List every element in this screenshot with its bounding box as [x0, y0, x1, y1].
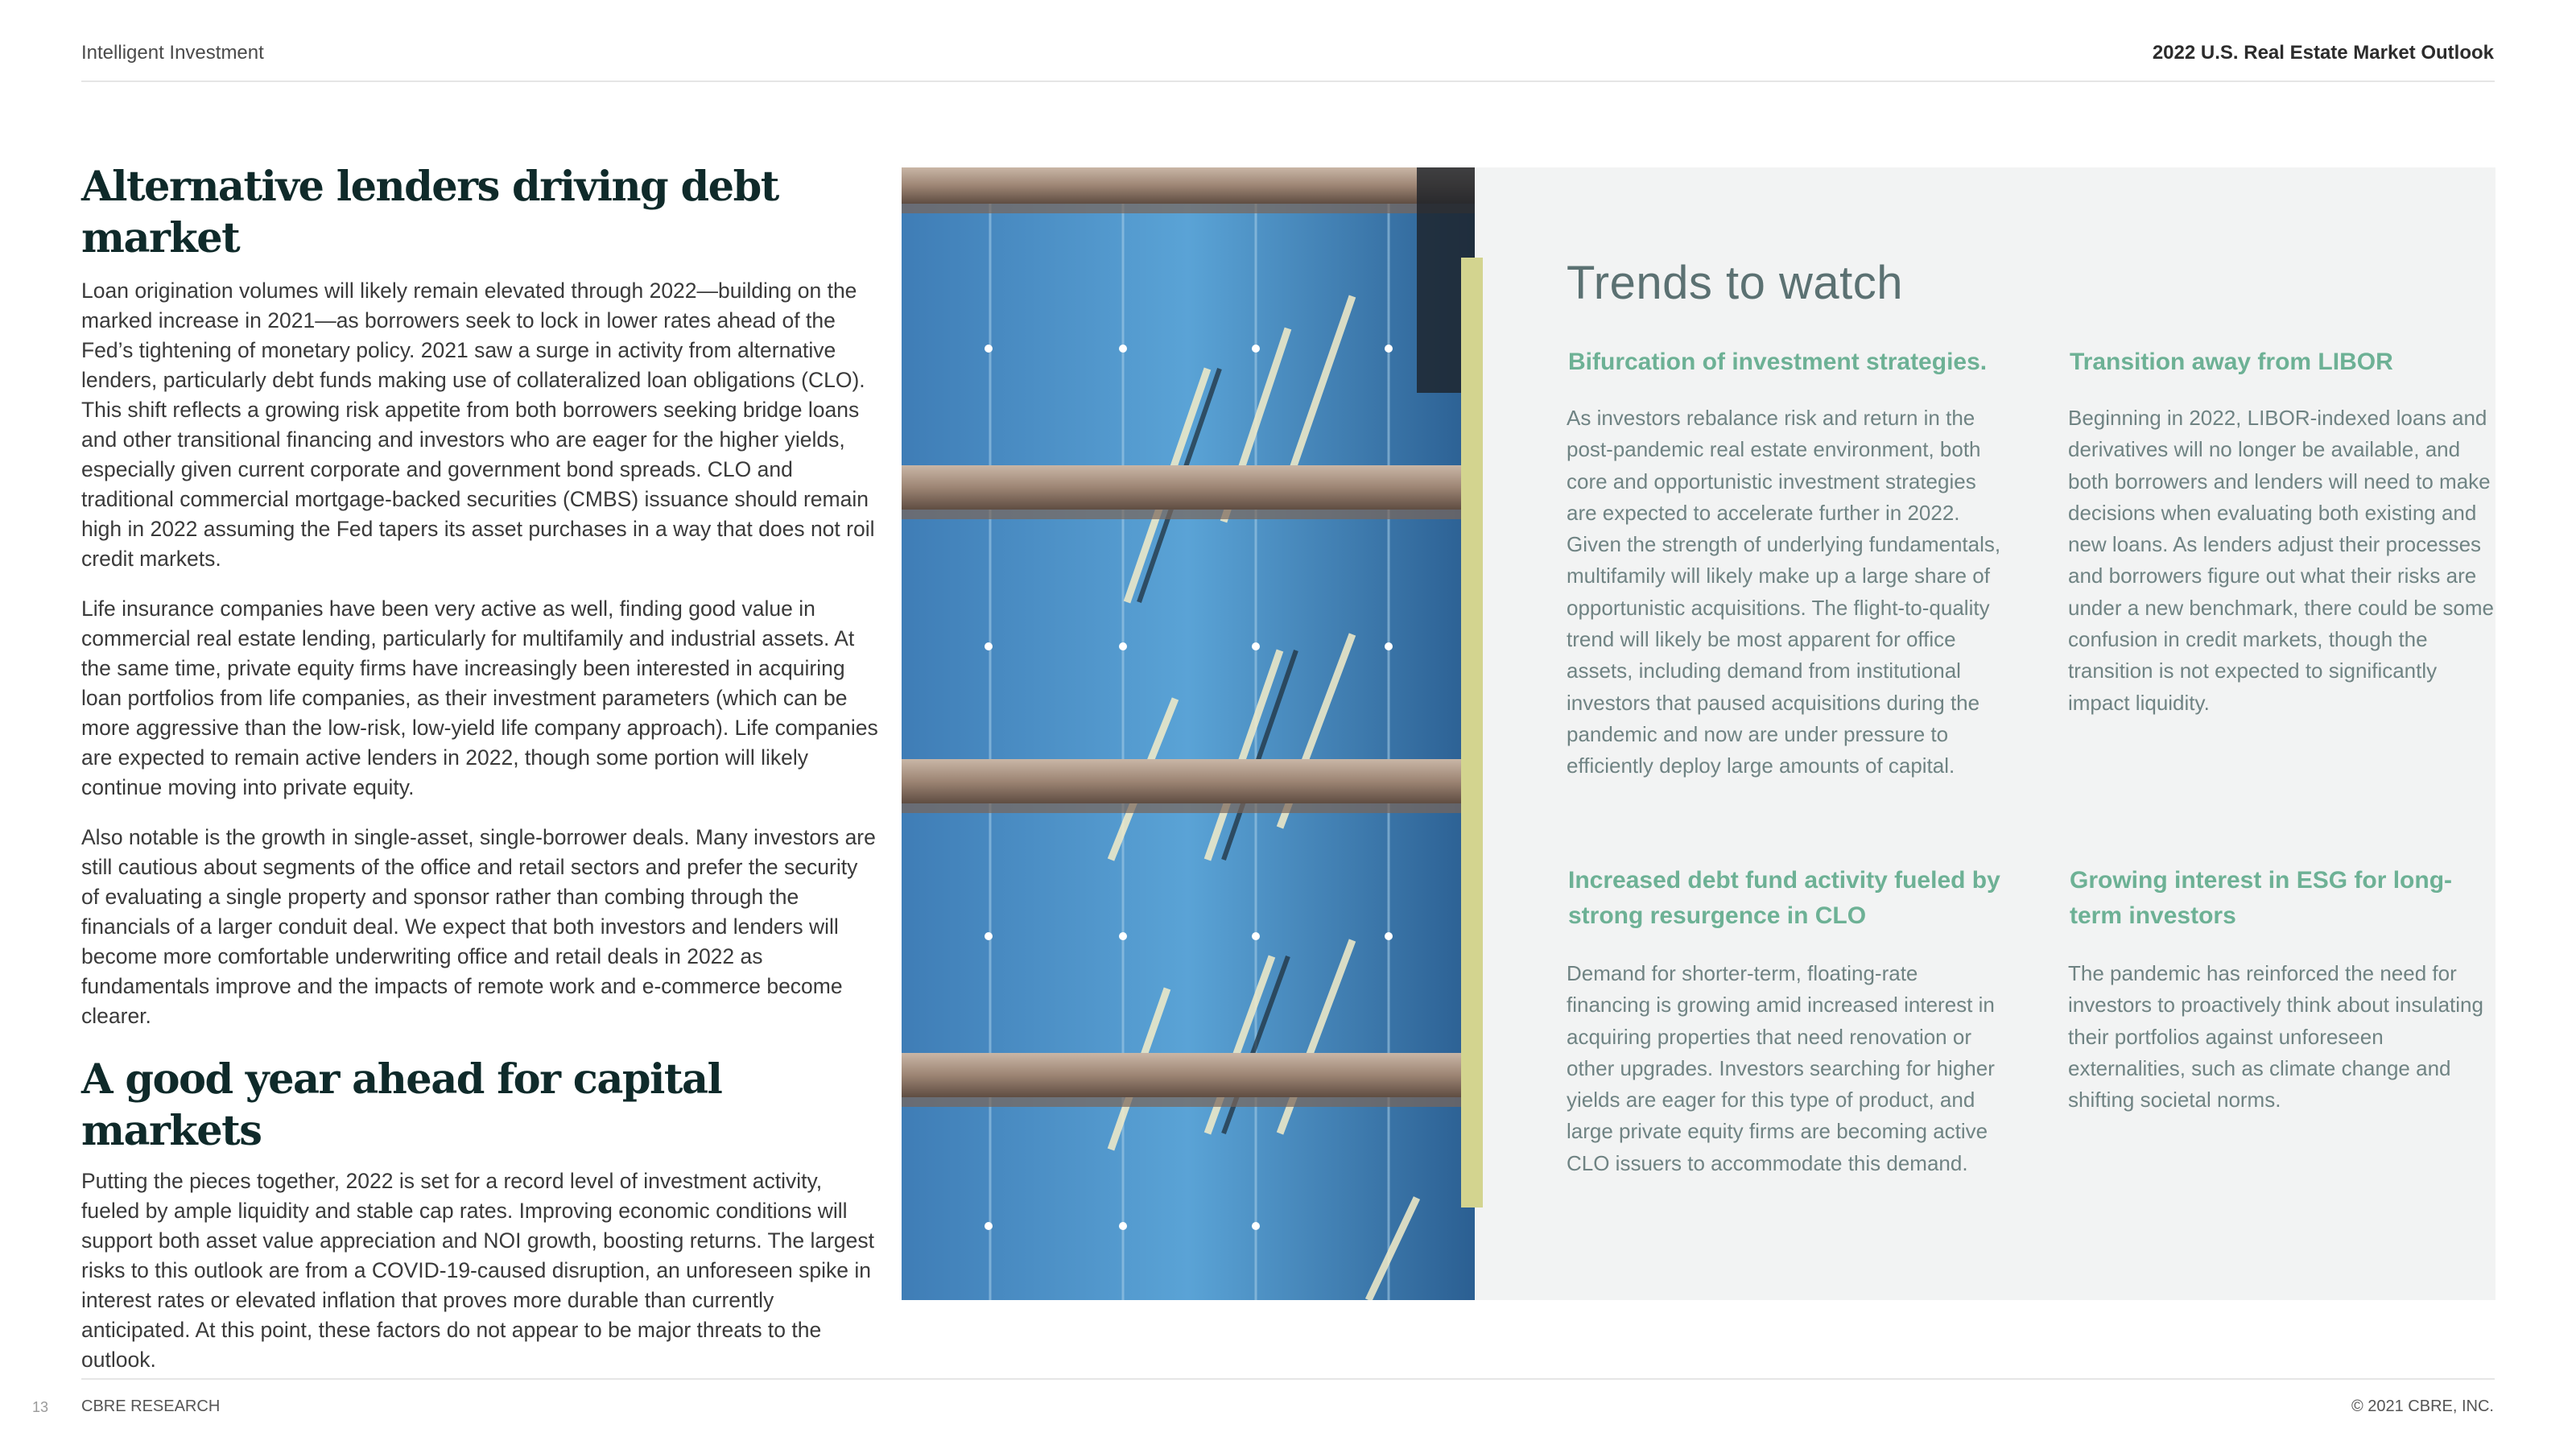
- trend-heading-esg: Growing interest in ESG for long-term investors: [2070, 867, 2453, 929]
- header-left: Intelligent Investment: [81, 42, 264, 64]
- paragraph-4: Putting the pieces together, 2022 is set for a record level of investment activity, fueled by ample liquidity and stable cap rates. Improving economic conditions will support both asset value appreciation and NOI growth, boosting returns. The largest risks to this outlook are from a COVID-19-caused disruption, an unforeseen spike in interest rates or elevated inflation that proves more durable than currently anticipated. At this point, these factors do not appear to be major threats to the outlook.: [81, 1169, 875, 1372]
- trend-body-esg: The pandemic has reinforced the need for investors to proactively think about insulating their portfolios against unforeseen externalities, such as climate change and shifting societal norms.: [2068, 961, 2483, 1113]
- footer-copyright: © 2021 CBRE, INC.: [2351, 1397, 2494, 1415]
- trend-body-debt-fund: Demand for shorter-term, floating-rate financing is growing amid increased interest in acquiring properties that need renovation or other upgrades. Investors searching for higher yields are eager for this type of product, and large private equity firms are becoming active CLO issuers to accommodate this demand.: [1567, 961, 1995, 1175]
- trend-heading-bifurcation: Bifurcation of investment strategies.: [1568, 349, 1988, 375]
- page-number: 13: [32, 1399, 49, 1415]
- building-photo: [902, 167, 1475, 1300]
- trend-body-libor: Beginning in 2022, LIBOR-indexed loans and derivatives will no longer be available, and both borrowers and lenders will need to make decisions when evaluating both existing and new loans. As lenders adjust their processes and borrowers figure out what their risks are under a new benchmark, there could be some confusion in credit markets, though the transition is not expected to significantly impact liquidity.: [2068, 406, 2494, 715]
- trend-body-bifurcation: As investors rebalance risk and return in the post-pandemic real estate environment, both core and opportunistic investment strategies are expected to accelerate further in 2022. Given the strength of underlying fundamentals, multifamily will likely make up a large share of opportunistic acquisitions. The flight-to-quality trend will likely be most apparent for office assets, including demand from institutional investors that paused acquisitions during the pandemic and now are under pressure to efficiently deploy large amounts of capital.: [1567, 406, 2001, 778]
- paragraph-1: Loan origination volumes will likely remain elevated through 2022—building on the marked increase in 2021—as borrowers seek to lock in lower rates ahead of the Fed’s tightening of monetary policy. 2021 saw a surge in activity from alternative lenders, particularly debt funds making use of collateralized loan obligations (CLO). This shift reflects a growing risk appetite from both borrowers seeking bridge loans and other transitional financing and investors who are eager for the higher yields, especially given current corporate and government bond spreads. CLO and traditional commercial mortgage-backed securities (CMBS) issuance should remain high in 2022 assuming the Fed tapers its asset purchases in a way that does not roil credit markets.: [81, 279, 875, 571]
- trends-title: Trends to watch: [1567, 257, 1903, 309]
- heading-capital-markets: A good year ahead for capital markets: [81, 1055, 722, 1155]
- trend-heading-libor: Transition away from LIBOR: [2070, 349, 2393, 375]
- accent-bar: [1461, 258, 1483, 1208]
- footer-left: CBRE RESEARCH: [81, 1397, 221, 1415]
- header-title: 2022 U.S. Real Estate Market Outlook: [2152, 42, 2494, 64]
- paragraph-3: Also notable is the growth in single-asset, single-borrower deals. Many investors are still cautious about segments of the office and retail sectors and prefer the security of evaluating a single property and sponsor rather than combing through the financials of a larger conduit deal. We expect that both investors and lenders will become more comfortable underwriting office and retail deals in 2022 as fundamentals improve and the impacts of remote work and e-commerce become clearer.: [81, 825, 876, 1028]
- paragraph-2: Life insurance companies have been very active as well, finding good value in commercial real estate lending, particularly for multifamily and industrial assets. At the same time, private equity firms have increasingly been interested in acquiring loan portfolios from life companies, as their investment parameters (which can be more aggressive than the low-risk, low-yield life company approach). Life companies are expected to remain active lenders in 2022, though some portion will likely continue moving into private equity.: [81, 597, 878, 799]
- footer-rule: [81, 1378, 2495, 1380]
- header-rule: [81, 80, 2495, 82]
- main-column: [81, 161, 878, 1375]
- trend-heading-debt-fund: Increased debt fund activity fueled by strong resurgence in CLO: [1568, 867, 2000, 929]
- heading-alternative-lenders: Alternative lenders driving debt market: [81, 163, 778, 262]
